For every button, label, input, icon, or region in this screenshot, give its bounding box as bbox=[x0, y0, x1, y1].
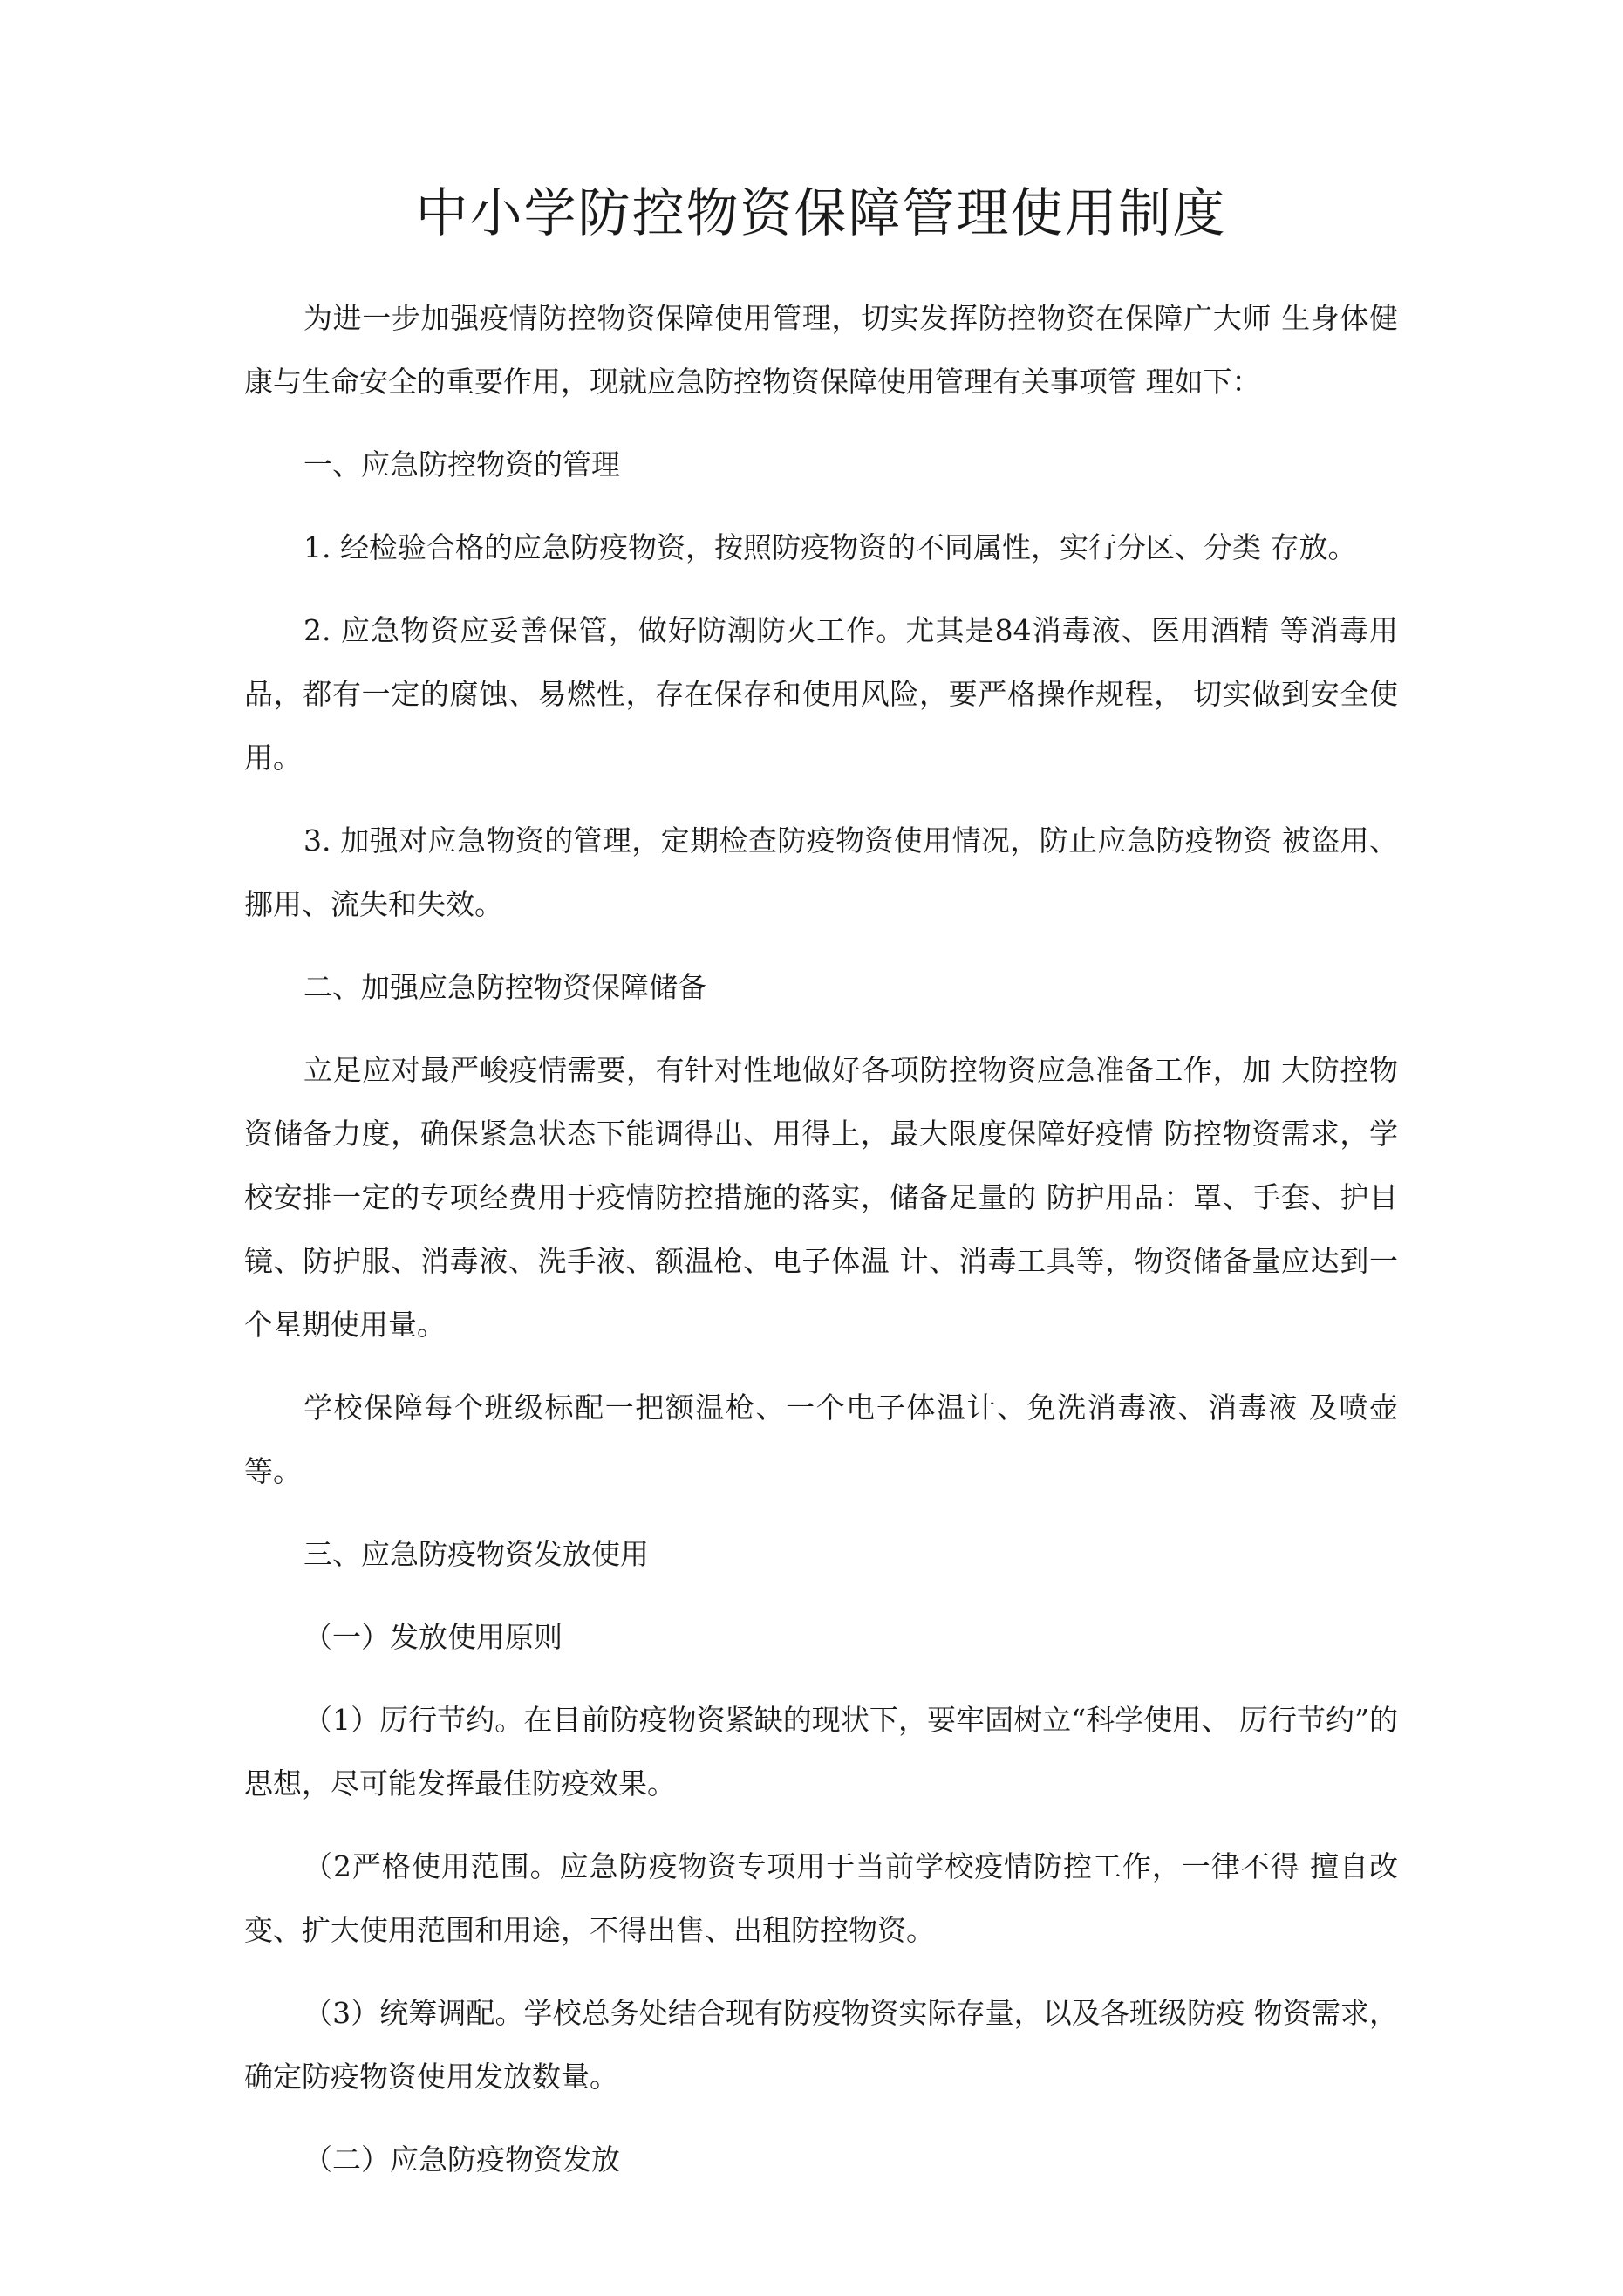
section-heading-1: 一、应急防控物资的管理 bbox=[303, 448, 620, 482]
paragraph-principle-2: （2严格使用范围。应急防疫物资专项用于当前学校疫情防控工作，一律不得 擅自改变、扩大使用范围和用途，不得出售、出租防控物资。 bbox=[244, 1849, 1398, 1947]
paragraph-item-2: 2. 应急物资应妥善保管，做好防潮防火工作。尤其是84消毒液、医用酒精 等消毒用品，都有一定的腐蚀、易燃性，存在保存和使用风险，要严格操作规程， 切实做到安全使用。 bbox=[244, 613, 1398, 775]
paragraph-principle-1: （1）厉行节约。在目前防疫物资紧缺的现状下，要牢固树立“科学使用、 厉行节约”的思想，尽可能发挥最佳防疫效果。 bbox=[244, 1703, 1398, 1801]
section-heading-3: 三、应急防疫物资发放使用 bbox=[303, 1537, 649, 1571]
paragraph-reserve: 立足应对最严峻疫情需要，有针对性地做好各项防控物资应急准备工作，加 大防控物资储备力度，确保紧急状态下能调得出、用得上，最大限度保障好疫情 防控物资需求，学校安排一定的专项经费用于疫情防控措施的落实，储备足量的 防护用品：罩、手套、护目镜、防护服、消毒液、洗手液、额温枪、电子体温 计、消毒工具等，物资储备量应达到一个星期使用量。 bbox=[244, 1053, 1398, 1342]
paragraph-item-1: 1. 经检验合格的应急防疫物资，按照防疫物资的不同属性，实行分区、分类 存放。 bbox=[303, 530, 1357, 564]
subsection-heading-2: （二）应急防疫物资发放 bbox=[303, 2142, 620, 2176]
paragraph-item-3: 3. 加强对应急物资的管理，定期检查防疫物资使用情况，防止应急防疫物资 被盗用、挪用、流失和失效。 bbox=[244, 823, 1398, 921]
subsection-heading-1: （一）发放使用原则 bbox=[303, 1620, 563, 1654]
paragraph-class-equipment: 学校保障每个班级标配一把额温枪、一个电子体温计、免洗消毒液、消毒液 及喷壶等。 bbox=[244, 1391, 1398, 1488]
document-title: 中小学防控物资保障管理使用制度 bbox=[415, 183, 1227, 244]
paragraph-intro: 为进一步加强疫情防控物资保障使用管理，切实发挥防控物资在保障广大师 生身体健康与生命安全的重要作用，现就应急防控物资保障使用管理有关事项管 理如下： bbox=[244, 301, 1398, 399]
paragraph-principle-3: （3）统筹调配。学校总务处结合现有防疫物资实际存量，以及各班级防疫 物资需求，确定防疫物资使用发放数量。 bbox=[244, 1996, 1398, 2094]
section-heading-2: 二、加强应急防控物资保障储备 bbox=[303, 970, 706, 1004]
